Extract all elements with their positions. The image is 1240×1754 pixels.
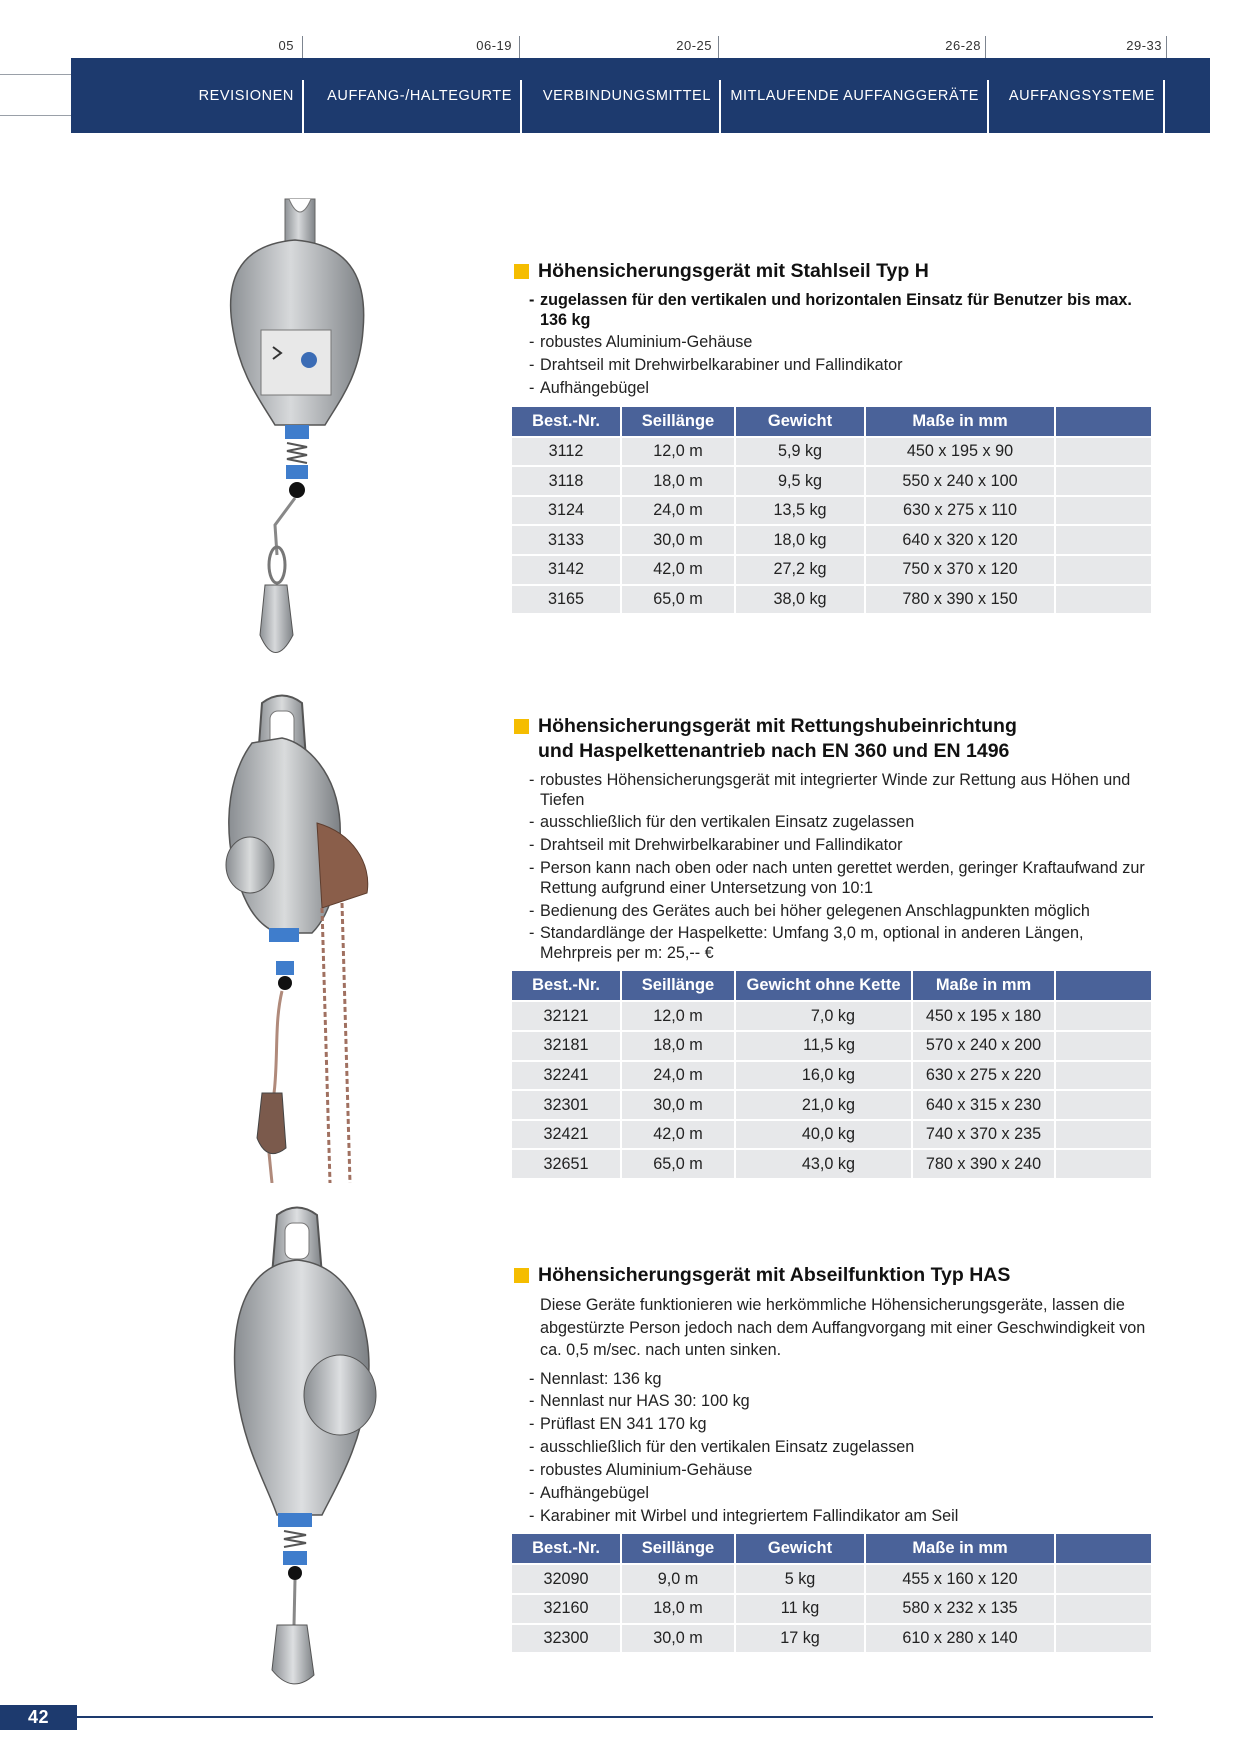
product-image-typ-has — [222, 1205, 392, 1685]
cell-seillaenge: 30,0 m — [621, 525, 735, 555]
nav-tab-label: REVISIONEN — [198, 88, 294, 104]
cell-seillaenge: 18,0 m — [621, 1031, 735, 1061]
section-title — [512, 714, 1152, 764]
feature-item: - Prüflast EN 341 170 kg — [529, 1415, 1152, 1435]
table-row — [512, 1090, 1151, 1120]
table-row — [512, 555, 1151, 585]
cell-masse: 550 x 240 x 100 — [865, 466, 1055, 496]
cell-bestnr: 3165 — [512, 585, 621, 614]
table-row — [512, 1149, 1151, 1178]
table-row — [512, 1120, 1151, 1150]
cell-seillaenge: 42,0 m — [621, 1120, 735, 1150]
section-title-line: Höhensicherungsgerät mit Stahlseil Typ H — [538, 260, 929, 282]
feature-item: - Standardlänge der Haspelkette: Umfang 3,0 m, optional in anderen Längen, Mehrpreis per m: 25,-- € — [529, 924, 1152, 963]
col-header-gewicht: Gewicht — [735, 1534, 865, 1564]
yellow-square-icon — [514, 264, 529, 279]
cell-gewicht: 9,5 kg — [735, 466, 865, 496]
nav-tab-label: MITLAUFENDE AUFFANGGERÄTE — [730, 88, 979, 104]
cell-gewicht: 11 kg — [735, 1594, 865, 1624]
table-row — [512, 1001, 1151, 1031]
nav-page-range-mitlaufende: 26-28 — [945, 38, 981, 53]
cell-bestnr: 32241 — [512, 1061, 621, 1091]
cell-seillaenge: 30,0 m — [621, 1090, 735, 1120]
feature-item: - Aufhängebügel — [529, 379, 1152, 399]
col-header-masse: Maße in mm — [912, 971, 1055, 1001]
feature-item: - robustes Aluminium-Gehäuse — [529, 1461, 1152, 1481]
yellow-square-icon — [514, 1268, 529, 1283]
table-row — [512, 496, 1151, 526]
cell-masse: 450 x 195 x 90 — [865, 437, 1055, 467]
cell-gewicht: 43,0 kg — [735, 1149, 912, 1178]
table-row — [512, 525, 1151, 555]
cell-seillaenge: 24,0 m — [621, 496, 735, 526]
page-number: 42 — [0, 1705, 77, 1730]
col-header-empty — [1055, 407, 1151, 437]
nav-tab-auffangsysteme[interactable] — [989, 58, 1163, 133]
cell-empty — [1055, 1090, 1151, 1120]
cell-bestnr: 3124 — [512, 496, 621, 526]
cell-bestnr: 3133 — [512, 525, 621, 555]
cell-empty — [1055, 1120, 1151, 1150]
cell-gewicht: 21,0 kg — [735, 1090, 912, 1120]
cell-seillaenge: 42,0 m — [621, 555, 735, 585]
col-header-bestnr: Best.-Nr. — [512, 971, 621, 1001]
feature-item: - robustes Aluminium-Gehäuse — [529, 333, 1152, 353]
col-header-seillaenge: Seillänge — [621, 407, 735, 437]
cell-bestnr: 32121 — [512, 1001, 621, 1031]
cell-empty — [1055, 525, 1151, 555]
spec-table — [512, 407, 1151, 614]
section-title-line: und Haspelkettenantrieb nach EN 360 und EN 1496 — [538, 740, 1010, 762]
product-section-rettungshub — [512, 714, 1152, 1178]
feature-item: - Nennlast nur HAS 30: 100 kg — [529, 1392, 1152, 1412]
cell-bestnr: 32300 — [512, 1624, 621, 1653]
cell-empty — [1055, 1624, 1151, 1653]
table-row — [512, 1061, 1151, 1091]
table-row — [512, 1594, 1151, 1624]
table-header-row — [512, 407, 1151, 437]
cell-bestnr: 3112 — [512, 437, 621, 467]
section-title-line: Höhensicherungsgerät mit Rettungshubeinrichtung — [538, 715, 1017, 737]
cell-masse: 750 x 370 x 120 — [865, 555, 1055, 585]
table-row — [512, 466, 1151, 496]
cell-bestnr: 3118 — [512, 466, 621, 496]
cell-gewicht: 13,5 kg — [735, 496, 865, 526]
table-row — [512, 1624, 1151, 1653]
feature-item: - Karabiner mit Wirbel und integriertem Fallindikator am Seil — [529, 1507, 1152, 1527]
table-row — [512, 585, 1151, 614]
nav-range-divider — [302, 36, 303, 58]
nav-tab-label: AUFFANG-/HALTEGURTE — [327, 88, 512, 104]
nav-range-divider — [985, 36, 986, 58]
col-header-empty — [1055, 971, 1151, 1001]
nav-tab-mitlaufende-auffanggeraete[interactable] — [721, 58, 987, 133]
header-left-lines — [0, 72, 72, 118]
feature-item: - Bedienung des Gerätes auch bei höher gelegenen Anschlagpunkten möglich — [529, 902, 1152, 922]
cell-seillaenge: 12,0 m — [621, 1001, 735, 1031]
section-intro: Diese Geräte funktionieren wie herkömmliche Höhensicherungsgeräte, lassen die abgestürzte Person jedoch nach dem Auffangvorgang mit einer Geschwindigkeit von ca. 0,5 m/sec. nach unten sinken. — [540, 1296, 1146, 1359]
col-header-gewicht-ohne-kette: Gewicht ohne Kette — [735, 971, 912, 1001]
section-title — [512, 1263, 1152, 1288]
cell-empty — [1055, 1001, 1151, 1031]
nav-divider — [1163, 80, 1165, 133]
table-header-row — [512, 971, 1151, 1001]
nav-tab-revisionen[interactable] — [71, 58, 302, 133]
cell-masse: 780 x 390 x 150 — [865, 585, 1055, 614]
nav-page-range-auffanggurte: 06-19 — [476, 38, 512, 53]
nav-tab-label: VERBINDUNGSMITTEL — [542, 88, 711, 104]
cell-empty — [1055, 466, 1151, 496]
col-header-masse: Maße in mm — [865, 1534, 1055, 1564]
cell-seillaenge: 30,0 m — [621, 1624, 735, 1653]
col-header-seillaenge: Seillänge — [621, 971, 735, 1001]
cell-gewicht: 17 kg — [735, 1624, 865, 1653]
cell-seillaenge: 65,0 m — [621, 1149, 735, 1178]
cell-masse: 640 x 315 x 230 — [912, 1090, 1055, 1120]
cell-bestnr: 32181 — [512, 1031, 621, 1061]
cell-seillaenge: 18,0 m — [621, 466, 735, 496]
cell-masse: 570 x 240 x 200 — [912, 1031, 1055, 1061]
nav-page-range-revisionen: 05 — [278, 38, 294, 53]
table-header-row — [512, 1534, 1151, 1564]
nav-tab-verbindungsmittel[interactable] — [522, 58, 719, 133]
cell-seillaenge: 12,0 m — [621, 437, 735, 467]
nav-range-divider — [718, 36, 719, 58]
cell-masse: 630 x 275 x 220 — [912, 1061, 1055, 1091]
nav-page-range-auffangsysteme: 29-33 — [1126, 38, 1162, 53]
cell-empty — [1055, 1594, 1151, 1624]
cell-bestnr: 32090 — [512, 1564, 621, 1594]
yellow-square-icon — [514, 719, 529, 734]
cell-gewicht: 40,0 kg — [735, 1120, 912, 1150]
feature-item: - zugelassen für den vertikalen und horizontalen Einsatz für Benutzer bis max. 136 kg — [529, 291, 1152, 330]
nav-tab-auffang-haltegurte[interactable] — [304, 58, 520, 133]
cell-gewicht: 7,0 kg — [735, 1001, 912, 1031]
col-header-masse: Maße in mm — [865, 407, 1055, 437]
cell-seillaenge: 9,0 m — [621, 1564, 735, 1594]
cell-gewicht: 5 kg — [735, 1564, 865, 1594]
nav-range-divider — [1166, 36, 1167, 58]
cell-masse: 450 x 195 x 180 — [912, 1001, 1055, 1031]
feature-item: - robustes Höhensicherungsgerät mit integrierter Winde zur Rettung aus Höhen und Tiefen — [529, 771, 1152, 810]
cell-empty — [1055, 437, 1151, 467]
cell-seillaenge: 18,0 m — [621, 1594, 735, 1624]
cell-bestnr: 32421 — [512, 1120, 621, 1150]
table-row — [512, 437, 1151, 467]
cell-empty — [1055, 1031, 1151, 1061]
product-section-typ-has — [512, 1263, 1152, 1652]
cell-bestnr: 3142 — [512, 555, 621, 585]
feature-item: - ausschließlich für den vertikalen Einsatz zugelassen — [529, 1438, 1152, 1458]
cell-masse: 455 x 160 x 120 — [865, 1564, 1055, 1594]
cell-gewicht: 5,9 kg — [735, 437, 865, 467]
feature-item: - Nennlast: 136 kg — [529, 1370, 1152, 1390]
product-image-rettungshub — [222, 693, 397, 1183]
table-row — [512, 1031, 1151, 1061]
cell-bestnr: 32651 — [512, 1149, 621, 1178]
product-image-typ-h — [215, 195, 375, 670]
cell-empty — [1055, 1564, 1151, 1594]
feature-item: - Drahtseil mit Drehwirbelkarabiner und Fallindikator — [529, 356, 1152, 376]
cell-bestnr: 32301 — [512, 1090, 621, 1120]
cell-gewicht: 11,5 kg — [735, 1031, 912, 1061]
cell-gewicht: 18,0 kg — [735, 525, 865, 555]
cell-bestnr: 32160 — [512, 1594, 621, 1624]
cell-seillaenge: 65,0 m — [621, 585, 735, 614]
feature-item: - Person kann nach oben oder nach unten gerettet werden, geringer Kraftaufwand zur Rettung aufgrund einer Untersetzung von 10:1 — [529, 859, 1152, 898]
cell-masse: 780 x 390 x 240 — [912, 1149, 1055, 1178]
col-header-bestnr: Best.-Nr. — [512, 1534, 621, 1564]
table-row — [512, 1564, 1151, 1594]
cell-gewicht: 16,0 kg — [735, 1061, 912, 1091]
col-header-seillaenge: Seillänge — [621, 1534, 735, 1564]
col-header-gewicht: Gewicht — [735, 407, 865, 437]
cell-masse: 640 x 320 x 120 — [865, 525, 1055, 555]
footer-rule — [77, 1716, 1153, 1718]
product-section-typ-h — [512, 259, 1152, 613]
cell-masse: 610 x 280 x 140 — [865, 1624, 1055, 1653]
cell-gewicht: 38,0 kg — [735, 585, 865, 614]
category-navbar — [71, 58, 1210, 133]
cell-seillaenge: 24,0 m — [621, 1061, 735, 1091]
section-title-line: Höhensicherungsgerät mit Abseilfunktion Typ HAS — [538, 1264, 1011, 1286]
cell-empty — [1055, 496, 1151, 526]
cell-empty — [1055, 585, 1151, 614]
cell-masse: 580 x 232 x 135 — [865, 1594, 1055, 1624]
section-title — [512, 259, 1152, 284]
spec-table — [512, 971, 1151, 1178]
feature-item: - Aufhängebügel — [529, 1484, 1152, 1504]
cell-gewicht: 27,2 kg — [735, 555, 865, 585]
col-header-empty — [1055, 1534, 1151, 1564]
nav-tab-label: AUFFANGSYSTEME — [1008, 88, 1155, 104]
feature-item: - Drahtseil mit Drehwirbelkarabiner und Fallindikator — [529, 836, 1152, 856]
cell-empty — [1055, 1061, 1151, 1091]
cell-empty — [1055, 1149, 1151, 1178]
cell-masse: 630 x 275 x 110 — [865, 496, 1055, 526]
spec-table — [512, 1534, 1151, 1652]
cell-masse: 740 x 370 x 235 — [912, 1120, 1055, 1150]
feature-item: - ausschließlich für den vertikalen Einsatz zugelassen — [529, 813, 1152, 833]
col-header-bestnr: Best.-Nr. — [512, 407, 621, 437]
nav-range-divider — [519, 36, 520, 58]
cell-empty — [1055, 555, 1151, 585]
nav-page-range-verbindungsmittel: 20-25 — [676, 38, 712, 53]
